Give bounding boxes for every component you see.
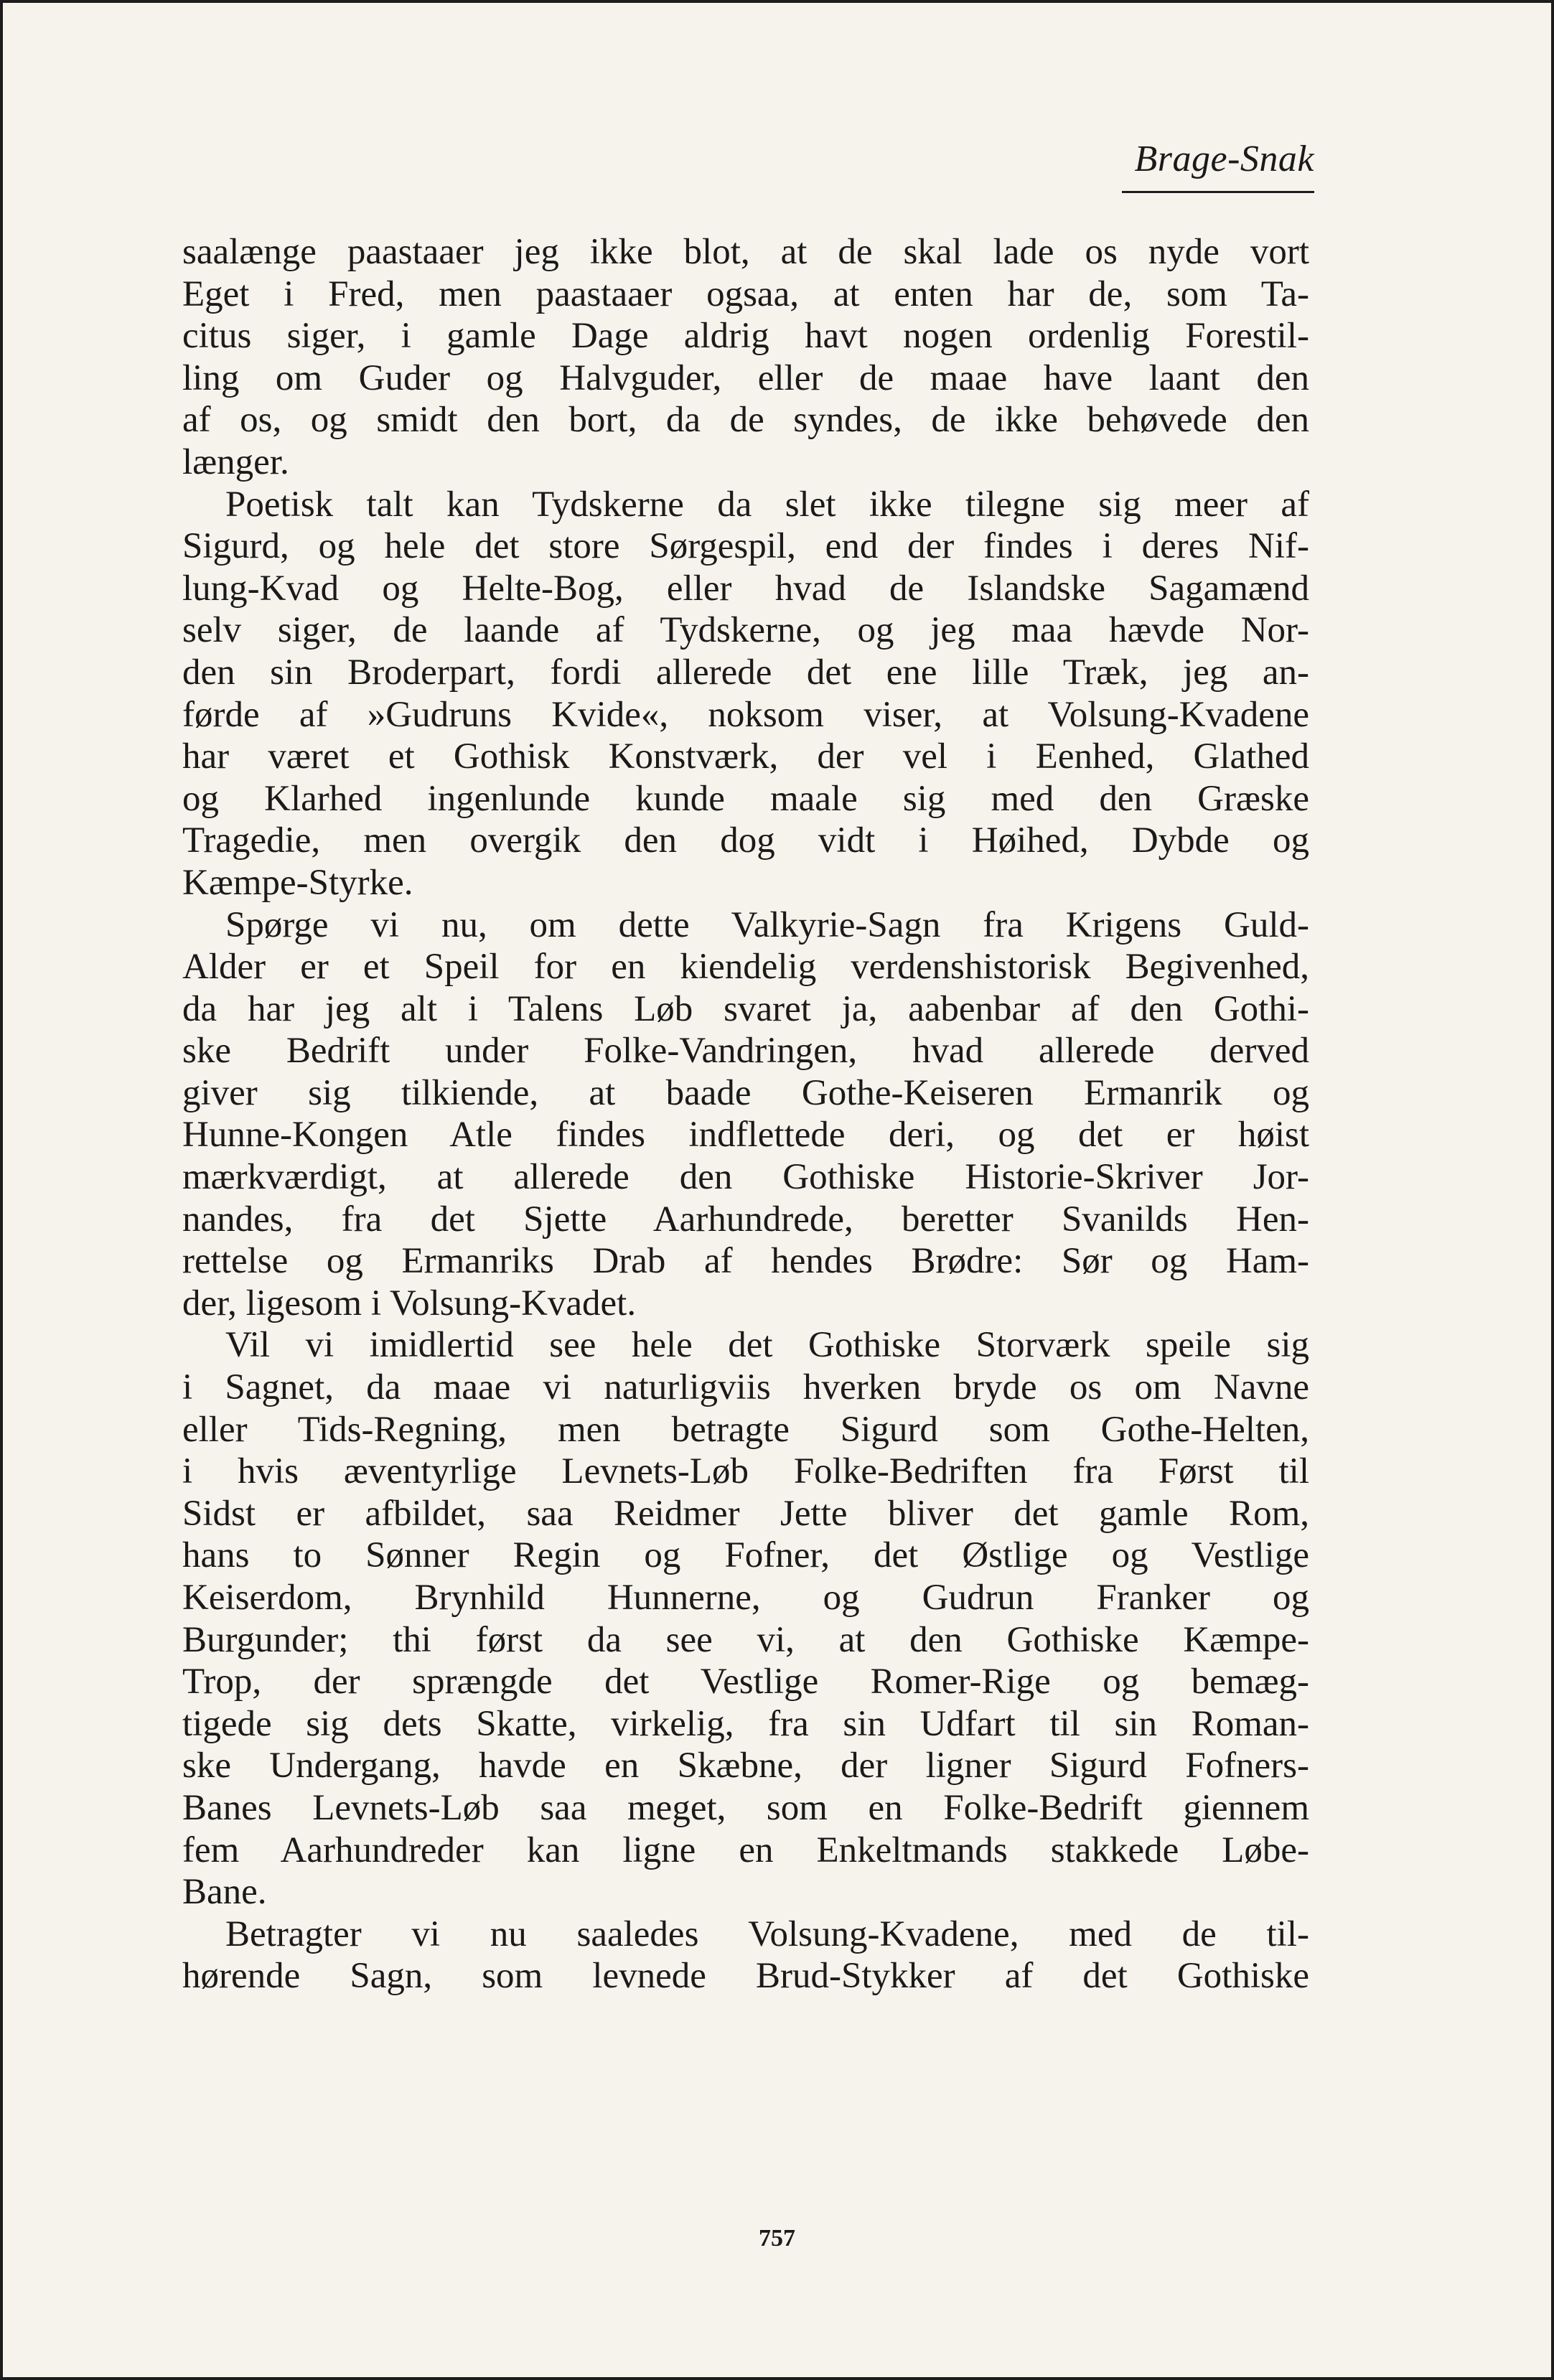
text-line: der, ligesom i Volsung-Kvadet. xyxy=(182,1283,637,1323)
text-line: selv siger, de laande af Tydskerne, og jeg maa hævde Nor- xyxy=(182,610,1309,651)
body-text xyxy=(182,231,1309,1997)
text-line: saalænge paastaaer jeg ikke blot, at de skal lade os nyde vort xyxy=(182,232,1309,272)
text-line: mærkværdigt, at allerede den Gothiske Historie-Skriver Jor- xyxy=(182,1157,1309,1198)
text-line: førde af »Gudruns Kvide«, noksom viser, at Volsung-Kvadene xyxy=(182,694,1309,735)
text-line: ling om Guder og Halvguder, eller de maae have laant den xyxy=(182,357,1309,398)
text-line: rettelse og Ermanriks Drab af hendes Brødre: Sør og Ham- xyxy=(182,1241,1309,1282)
text-line: ske Undergang, havde en Skæbne, der ligner Sigurd Fofners- xyxy=(182,1746,1309,1786)
text-line: nandes, fra det Sjette Aarhundrede, beretter Svanilds Hen- xyxy=(182,1199,1309,1240)
text-line: Burgunder; thi først da see vi, at den Gothiske Kæmpe- xyxy=(182,1619,1309,1660)
text-line: den sin Broderpart, fordi allerede det ene lille Træk, jeg an- xyxy=(182,652,1309,693)
page-number: 757 xyxy=(759,2225,795,2252)
text-line: Hunne-Kongen Atle findes indflettede deri, og det er høist xyxy=(182,1115,1309,1156)
text-line: i hvis æventyrlige Levnets-Løb Folke-Bedriften fra Først til xyxy=(182,1451,1309,1492)
running-head: Brage-Snak xyxy=(1134,139,1314,179)
text-line: Banes Levnets-Løb saa meget, som en Folke-Bedrift giennem xyxy=(182,1787,1309,1828)
text-line: har været et Gothisk Konstværk, der vel i Eenhed, Glathed xyxy=(182,736,1309,777)
text-line: hørende Sagn, som levnede Brud-Stykker af det Gothiske xyxy=(182,1956,1309,1997)
text-line: hans to Sønner Regin og Fofner, det Østlige og Vestlige xyxy=(182,1535,1309,1576)
text-line: giver sig tilkiende, at baade Gothe-Keiseren Ermanrik og xyxy=(182,1072,1309,1113)
text-line: da har jeg alt i Talens Løb svaret ja, aabenbar af den Gothi- xyxy=(182,988,1309,1029)
text-line: af os, og smidt den bort, da de syndes, de ikke behøvede den xyxy=(182,400,1309,441)
text-line: Eget i Fred, men paastaaer ogsaa, at enten har de, som Ta- xyxy=(182,273,1309,314)
text-line: Bane. xyxy=(182,1872,267,1913)
text-line: Tragedie, men overgik den dog vidt i Høihed, Dybde og xyxy=(182,820,1309,861)
text-line: og Klarhed ingenlunde kunde maale sig med den Græske xyxy=(182,778,1309,819)
text-line: Sigurd, og hele det store Sørgespil, end der findes i deres Nif- xyxy=(182,526,1309,567)
text-line: Kæmpe-Styrke. xyxy=(182,862,413,903)
text-line: Poetisk talt kan Tydskerne da slet ikke tilegne sig meer af xyxy=(225,484,1309,525)
text-line: eller Tids-Regning, men betragte Sigurd som Gothe-Helten, xyxy=(182,1409,1309,1450)
text-line: Vil vi imidlertid see hele det Gothiske Storværk speile sig xyxy=(225,1325,1309,1366)
text-line: citus siger, i gamle Dage aldrig havt nogen ordenlig Forestil- xyxy=(182,316,1309,357)
text-line: Trop, der sprængde det Vestlige Romer-Rige og bemæg- xyxy=(182,1662,1309,1702)
text-line: ske Bedrift under Folke-Vandringen, hvad allerede derved xyxy=(182,1031,1309,1072)
text-line: Keiserdom, Brynhild Hunnerne, og Gudrun Franker og xyxy=(182,1578,1309,1618)
text-line: i Sagnet, da maae vi naturligviis hverken bryde os om Navne xyxy=(182,1367,1309,1408)
text-line: lung-Kvad og Helte-Bog, eller hvad de Islandske Sagamænd xyxy=(182,568,1309,609)
text-line: fem Aarhundreder kan ligne en Enkeltmands stakkede Løbe- xyxy=(182,1829,1309,1870)
text-line: Betragter vi nu saaledes Volsung-Kvadene, med de til- xyxy=(225,1913,1309,1954)
header-rule xyxy=(1122,191,1314,193)
text-line: Sidst er afbildet, saa Reidmer Jette bliver det gamle Rom, xyxy=(182,1493,1309,1534)
text-line: tigede sig dets Skatte, virkelig, fra sin Udfart til sin Roman- xyxy=(182,1703,1309,1744)
text-line: længer. xyxy=(182,441,289,482)
text-line: Alder er et Speil for en kiendelig verdenshistorisk Begivenhed, xyxy=(182,947,1309,988)
text-line: Spørge vi nu, om dette Valkyrie-Sagn fra Krigens Guld- xyxy=(225,904,1309,945)
